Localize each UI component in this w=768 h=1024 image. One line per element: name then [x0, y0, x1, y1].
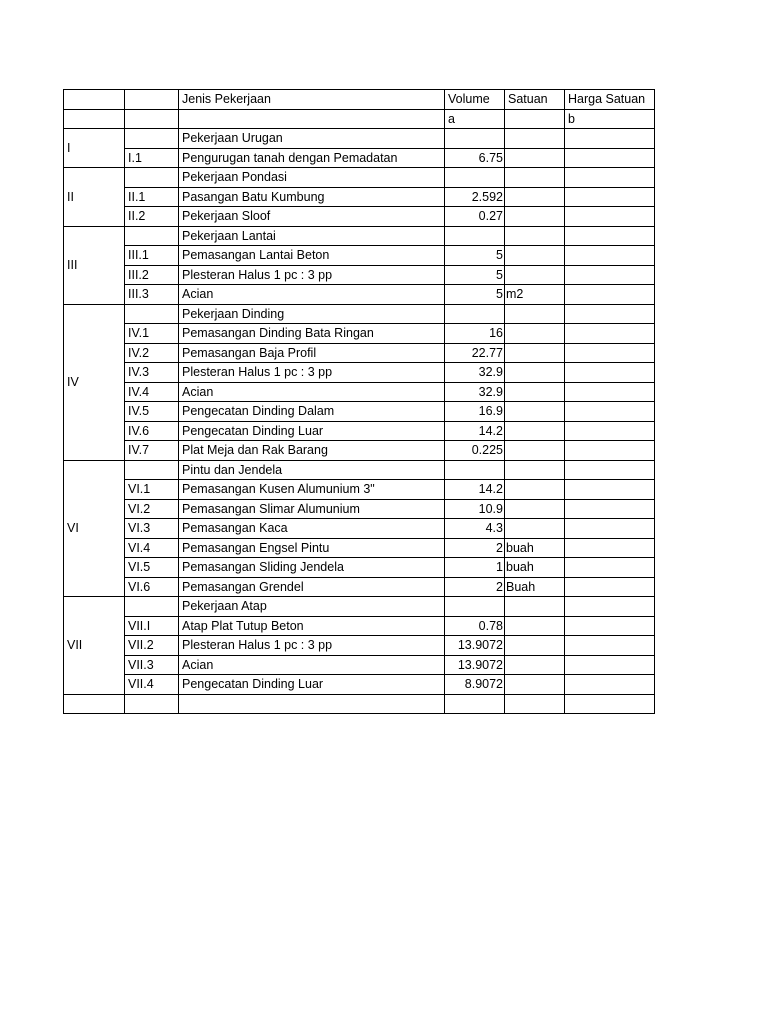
- section-row: [64, 304, 655, 324]
- item-code: IV.4: [125, 382, 179, 402]
- item-volume: 6.75: [445, 148, 505, 168]
- section-title: Pekerjaan Urugan: [179, 129, 445, 149]
- item-unit-price: [565, 207, 655, 227]
- item-code: III.3: [125, 285, 179, 305]
- item-volume: 32.9: [445, 363, 505, 383]
- item-code: VI.2: [125, 499, 179, 519]
- item-unit-price: [565, 421, 655, 441]
- item-code: VII.3: [125, 655, 179, 675]
- item-unit: [505, 363, 565, 383]
- subheader-cell-code: [125, 109, 179, 129]
- section-unit-cell: [505, 304, 565, 324]
- table-row: [64, 577, 655, 597]
- section-code-cell: [125, 168, 179, 188]
- section-code-cell: [125, 129, 179, 149]
- section-unit-cell: [505, 597, 565, 617]
- section-volume-cell: [445, 597, 505, 617]
- item-unit: [505, 246, 565, 266]
- item-unit-price: [565, 441, 655, 461]
- item-code: VI.5: [125, 558, 179, 578]
- item-unit-price: [565, 538, 655, 558]
- item-unit: Buah: [505, 577, 565, 597]
- section-title: Pintu dan Jendela: [179, 460, 445, 480]
- work-items-table: [63, 89, 655, 714]
- table-row: [64, 363, 655, 383]
- item-description: Pemasangan Kusen Alumunium 3": [179, 480, 445, 500]
- item-volume: 13.9072: [445, 636, 505, 656]
- item-unit: [505, 636, 565, 656]
- table-row: [64, 519, 655, 539]
- table-row: [64, 187, 655, 207]
- header-harga-satuan: Harga Satuan: [565, 90, 655, 110]
- item-volume: 13.9072: [445, 655, 505, 675]
- item-unit: [505, 148, 565, 168]
- empty-cell: [505, 694, 565, 714]
- section-number: I: [64, 129, 125, 168]
- item-volume: 8.9072: [445, 675, 505, 695]
- subheader-row: [64, 109, 655, 129]
- empty-row: [64, 694, 655, 714]
- table-row: [64, 265, 655, 285]
- table-row: [64, 538, 655, 558]
- item-code: III.2: [125, 265, 179, 285]
- table-row: [64, 324, 655, 344]
- item-unit-price: [565, 655, 655, 675]
- item-unit-price: [565, 382, 655, 402]
- item-unit-price: [565, 499, 655, 519]
- item-volume: 0.78: [445, 616, 505, 636]
- item-volume: 2: [445, 577, 505, 597]
- table-row: [64, 675, 655, 695]
- item-volume: 4.3: [445, 519, 505, 539]
- item-description: Pasangan Batu Kumbung: [179, 187, 445, 207]
- table-row: [64, 558, 655, 578]
- section-unit-cell: [505, 226, 565, 246]
- item-description: Pemasangan Lantai Beton: [179, 246, 445, 266]
- empty-cell: [179, 694, 445, 714]
- item-volume: 1: [445, 558, 505, 578]
- item-unit-price: [565, 246, 655, 266]
- item-unit: [505, 499, 565, 519]
- subheader-cell-jenis: [179, 109, 445, 129]
- table-row: [64, 421, 655, 441]
- item-description: Pemasangan Engsel Pintu: [179, 538, 445, 558]
- item-description: Pekerjaan Sloof: [179, 207, 445, 227]
- item-volume: 0.27: [445, 207, 505, 227]
- table-row: [64, 402, 655, 422]
- item-code: IV.1: [125, 324, 179, 344]
- item-code: VII.I: [125, 616, 179, 636]
- item-volume: 14.2: [445, 480, 505, 500]
- item-unit: [505, 402, 565, 422]
- header-row: [64, 90, 655, 110]
- item-description: Plat Meja dan Rak Barang: [179, 441, 445, 461]
- item-unit: m2: [505, 285, 565, 305]
- item-volume: 2: [445, 538, 505, 558]
- item-volume: 32.9: [445, 382, 505, 402]
- section-price-cell: [565, 226, 655, 246]
- item-description: Plesteran Halus 1 pc : 3 pp: [179, 363, 445, 383]
- section-title: Pekerjaan Lantai: [179, 226, 445, 246]
- section-code-cell: [125, 460, 179, 480]
- empty-cell: [125, 694, 179, 714]
- table-row: [64, 246, 655, 266]
- table-row: [64, 285, 655, 305]
- table-row: [64, 441, 655, 461]
- header-cell-no: [64, 90, 125, 110]
- section-volume-cell: [445, 304, 505, 324]
- item-code: III.1: [125, 246, 179, 266]
- table-row: [64, 616, 655, 636]
- item-description: Pemasangan Baja Profil: [179, 343, 445, 363]
- table-row: [64, 499, 655, 519]
- item-description: Plesteran Halus 1 pc : 3 pp: [179, 265, 445, 285]
- item-code: I.1: [125, 148, 179, 168]
- header-cell-code: [125, 90, 179, 110]
- item-code: IV.7: [125, 441, 179, 461]
- section-row: [64, 168, 655, 188]
- section-title: Pekerjaan Pondasi: [179, 168, 445, 188]
- section-number: VI: [64, 460, 125, 597]
- section-row: [64, 226, 655, 246]
- item-unit: buah: [505, 558, 565, 578]
- item-unit-price: [565, 187, 655, 207]
- section-unit-cell: [505, 460, 565, 480]
- section-volume-cell: [445, 168, 505, 188]
- item-unit-price: [565, 285, 655, 305]
- item-volume: 2.592: [445, 187, 505, 207]
- section-number: VII: [64, 597, 125, 695]
- table-row: [64, 382, 655, 402]
- item-unit-price: [565, 343, 655, 363]
- item-description: Plesteran Halus 1 pc : 3 pp: [179, 636, 445, 656]
- section-code-cell: [125, 226, 179, 246]
- item-unit: [505, 441, 565, 461]
- item-unit-price: [565, 519, 655, 539]
- section-unit-cell: [505, 168, 565, 188]
- item-volume: 5: [445, 246, 505, 266]
- item-unit-price: [565, 324, 655, 344]
- item-description: Acian: [179, 285, 445, 305]
- item-description: Atap Plat Tutup Beton: [179, 616, 445, 636]
- item-unit-price: [565, 148, 655, 168]
- item-volume: 16: [445, 324, 505, 344]
- table-row: [64, 480, 655, 500]
- section-price-cell: [565, 597, 655, 617]
- table-row: [64, 343, 655, 363]
- section-code-cell: [125, 597, 179, 617]
- item-unit-price: [565, 577, 655, 597]
- item-description: Pemasangan Sliding Jendela: [179, 558, 445, 578]
- section-price-cell: [565, 460, 655, 480]
- empty-cell: [64, 694, 125, 714]
- item-unit: [505, 324, 565, 344]
- item-volume: 14.2: [445, 421, 505, 441]
- item-volume: 5: [445, 265, 505, 285]
- subheader-volume-label: a: [445, 109, 505, 129]
- item-code: VI.6: [125, 577, 179, 597]
- item-unit-price: [565, 265, 655, 285]
- item-volume: 16.9: [445, 402, 505, 422]
- section-price-cell: [565, 129, 655, 149]
- item-code: VI.4: [125, 538, 179, 558]
- item-unit: [505, 265, 565, 285]
- table-row: [64, 636, 655, 656]
- item-description: Pengecatan Dinding Dalam: [179, 402, 445, 422]
- item-code: VII.4: [125, 675, 179, 695]
- section-title: Pekerjaan Atap: [179, 597, 445, 617]
- item-unit-price: [565, 675, 655, 695]
- subheader-cell-satuan: [505, 109, 565, 129]
- header-volume: Volume: [445, 90, 505, 110]
- item-description: Pemasangan Slimar Alumunium: [179, 499, 445, 519]
- item-code: VI.3: [125, 519, 179, 539]
- item-unit: [505, 187, 565, 207]
- section-row: [64, 129, 655, 149]
- item-description: Pemasangan Grendel: [179, 577, 445, 597]
- item-code: IV.2: [125, 343, 179, 363]
- section-code-cell: [125, 304, 179, 324]
- header-jenis-pekerjaan: Jenis Pekerjaan: [179, 90, 445, 110]
- item-unit: [505, 343, 565, 363]
- item-volume: 0.225: [445, 441, 505, 461]
- item-code: IV.6: [125, 421, 179, 441]
- header-satuan: Satuan: [505, 90, 565, 110]
- table-row: [64, 207, 655, 227]
- item-code: VI.1: [125, 480, 179, 500]
- item-unit: [505, 421, 565, 441]
- section-title: Pekerjaan Dinding: [179, 304, 445, 324]
- item-volume: 10.9: [445, 499, 505, 519]
- section-row: [64, 597, 655, 617]
- section-number: III: [64, 226, 125, 304]
- item-unit: [505, 616, 565, 636]
- item-unit: [505, 655, 565, 675]
- section-volume-cell: [445, 129, 505, 149]
- subheader-harga-label: b: [565, 109, 655, 129]
- item-code: VII.2: [125, 636, 179, 656]
- item-unit-price: [565, 636, 655, 656]
- item-code: IV.5: [125, 402, 179, 422]
- item-description: Pengecatan Dinding Luar: [179, 421, 445, 441]
- item-description: Acian: [179, 382, 445, 402]
- item-unit: [505, 675, 565, 695]
- item-unit-price: [565, 363, 655, 383]
- section-price-cell: [565, 168, 655, 188]
- item-code: II.1: [125, 187, 179, 207]
- item-unit-price: [565, 558, 655, 578]
- section-price-cell: [565, 304, 655, 324]
- item-description: Pemasangan Dinding Bata Ringan: [179, 324, 445, 344]
- item-unit-price: [565, 616, 655, 636]
- section-volume-cell: [445, 226, 505, 246]
- item-unit: [505, 519, 565, 539]
- item-volume: 5: [445, 285, 505, 305]
- item-unit: [505, 382, 565, 402]
- item-code: IV.3: [125, 363, 179, 383]
- item-unit: buah: [505, 538, 565, 558]
- item-unit: [505, 207, 565, 227]
- item-volume: 22.77: [445, 343, 505, 363]
- item-unit: [505, 480, 565, 500]
- table-body: [64, 90, 655, 714]
- item-description: Pengecatan Dinding Luar: [179, 675, 445, 695]
- section-unit-cell: [505, 129, 565, 149]
- item-code: II.2: [125, 207, 179, 227]
- empty-cell: [445, 694, 505, 714]
- section-row: [64, 460, 655, 480]
- empty-cell: [565, 694, 655, 714]
- table-row: [64, 655, 655, 675]
- section-number: II: [64, 168, 125, 227]
- item-unit-price: [565, 402, 655, 422]
- table-row: [64, 148, 655, 168]
- section-volume-cell: [445, 460, 505, 480]
- section-number: IV: [64, 304, 125, 460]
- subheader-cell-no: [64, 109, 125, 129]
- item-description: Pemasangan Kaca: [179, 519, 445, 539]
- item-description: Pengurugan tanah dengan Pemadatan: [179, 148, 445, 168]
- item-description: Acian: [179, 655, 445, 675]
- item-unit-price: [565, 480, 655, 500]
